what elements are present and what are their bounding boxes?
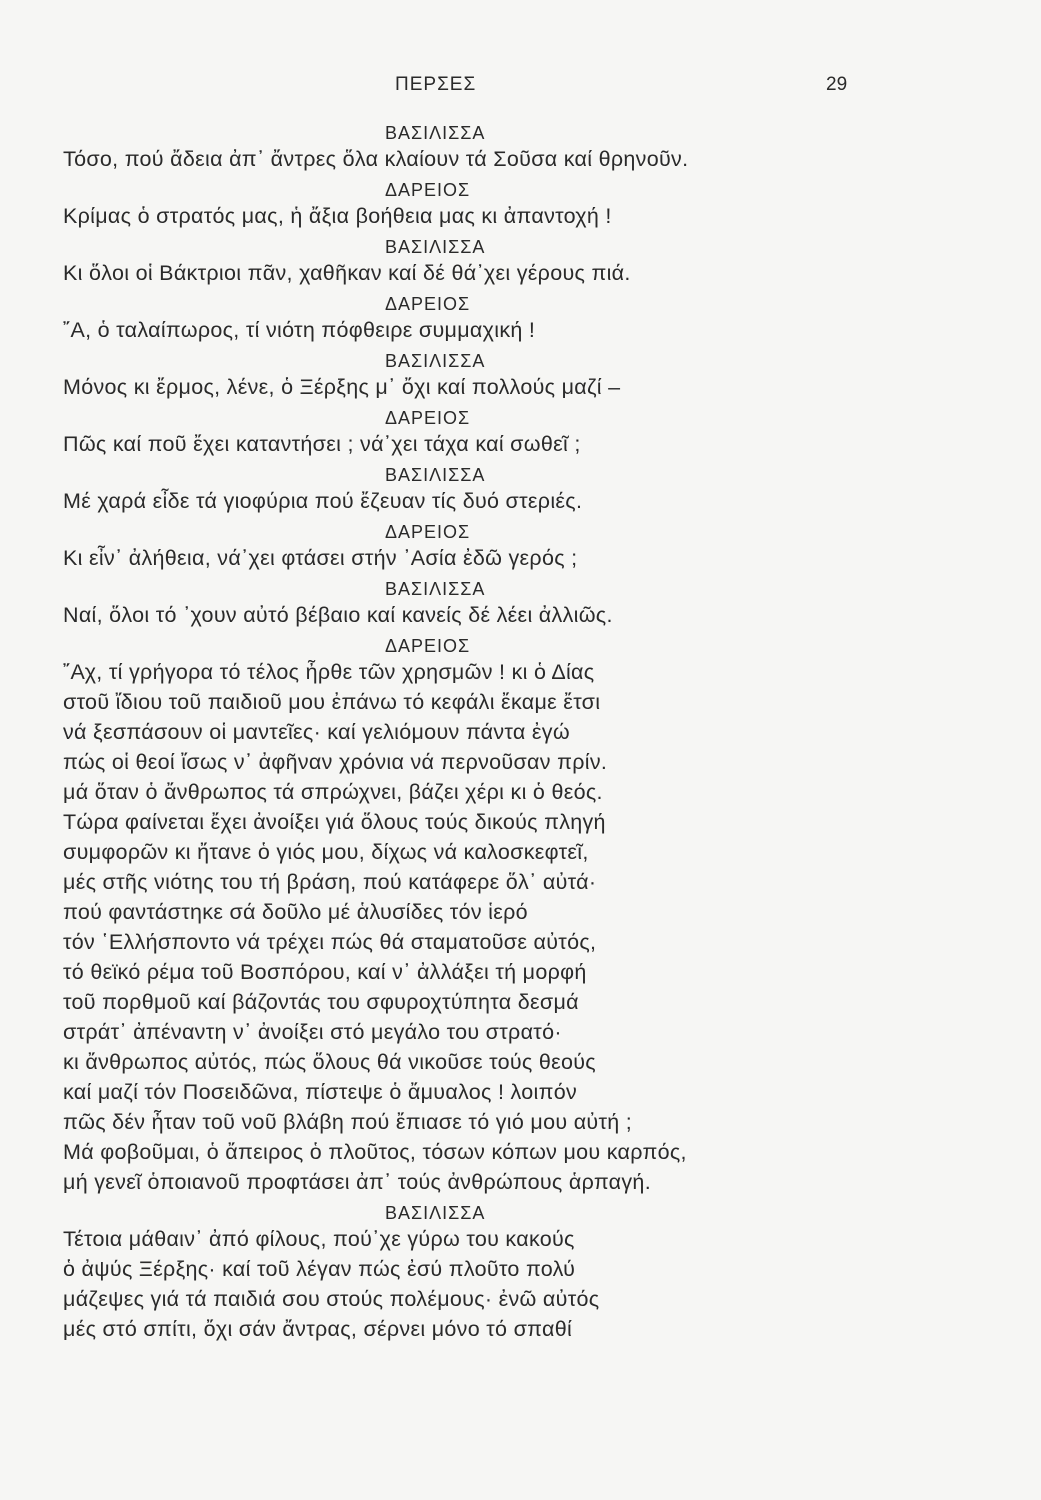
verse-line: μές στό σπίτι, ὄχι σάν ἄντρας, σέρνει μόνο τό σπαθί	[63, 1317, 573, 1341]
verse-line: μή γενεῖ ὁποιανοῦ προφτάσει ἀπ᾿ τούς ἀνθρώπους ἁρπαγή.	[63, 1170, 651, 1194]
speaker-name: ΔΑΡΕΙΟΣ	[385, 180, 471, 200]
verse-line: νά ξεσπάσουν οἱ μαντεῖες· καί γελιόμουν πάντα ἐγώ	[63, 720, 570, 744]
speaker-name: ΔΑΡΕΙΟΣ	[385, 636, 471, 656]
play-text	[0, 122, 1041, 1349]
dialogue-block	[0, 521, 1041, 573]
verse-line: Μά φοβοῦμαι, ὁ ἄπειρος ὁ πλοῦτος, τόσων κόπων μου καρπός,	[63, 1140, 687, 1164]
dialogue-block	[0, 407, 1041, 459]
speaker-name: ΒΑΣΙΛΙΣΣΑ	[385, 237, 486, 257]
running-title: ΠΕΡΣΕΣ	[395, 74, 477, 95]
verse-line: Μέ χαρά εἶδε τά γιοφύρια πού ἔζευαν τίς δυό στεριές.	[63, 489, 583, 513]
verse-line: συμφορῶν κι ἤτανε ὁ γιός μου, δίχως νά καλοσκεφτεῖ,	[63, 840, 589, 864]
dialogue-block	[0, 122, 1041, 174]
verse-line: καί μαζί τόν Ποσειδῶνα, πίστεψε ὁ ἄμυαλος ! λοιπόν	[63, 1080, 578, 1104]
speaker-name: ΒΑΣΙΛΙΣΣΑ	[385, 351, 486, 371]
dialogue-block	[0, 635, 1041, 1197]
dialogue-block	[0, 236, 1041, 288]
verse-line: Τέτοια μάθαιν᾿ ἀπό φίλους, πού᾿χε γύρω του κακούς	[63, 1227, 575, 1251]
verse-line: Μόνος κι ἔρμος, λένε, ὁ Ξέρξης μ᾿ ὄχι καί πολλούς μαζί –	[63, 375, 621, 399]
dialogue-block	[0, 179, 1041, 231]
verse-line: κι ἄνθρωπος αὐτός, πώς ὅλους θά νικοῦσε τούς θεούς	[63, 1050, 596, 1074]
verse-line: ὁ ἀψύς Ξέρξης· καί τοῦ λέγαν πώς ἐσύ πλοῦτο πολύ	[63, 1257, 576, 1281]
speaker-name: ΔΑΡΕΙΟΣ	[385, 408, 471, 428]
verse-line: μές στῆς νιότης του τή βράση, πού κατάφερε ὅλ᾿ αὐτά·	[63, 870, 597, 894]
speaker-name: ΒΑΣΙΛΙΣΣΑ	[385, 465, 486, 485]
speaker-name: ΔΑΡΕΙΟΣ	[385, 294, 471, 314]
speaker-name: ΒΑΣΙΛΙΣΣΑ	[385, 1203, 486, 1223]
dialogue-block	[0, 464, 1041, 516]
verse-line: μά ὅταν ὁ ἄνθρωπος τά σπρώχνει, βάζει χέρι κι ὁ θεός.	[63, 780, 603, 804]
dialogue-block	[0, 350, 1041, 402]
verse-line: πώς οἱ θεοί ἴσως ν᾿ ἀφῆναν χρόνια νά περνοῦσαν πρίν.	[63, 750, 608, 774]
verse-line: Πῶς καί ποῦ ἔχει καταντήσει ; νά᾿χει τάχα καί σωθεῖ ;	[63, 432, 581, 456]
verse-line: πού φαντάστηκε σά δοῦλο μέ ἁλυσίδες τόν ἱερό	[63, 900, 528, 924]
verse-line: στράτ᾿ ἀπέναντη ν᾿ ἀνοίξει στό μεγάλο του στρατό·	[63, 1020, 562, 1044]
speaker-name: ΔΑΡΕΙΟΣ	[385, 522, 471, 542]
verse-line: Τώρα φαίνεται ἔχει ἀνοίξει γιά ὅλους τούς δικούς πληγή	[63, 810, 606, 834]
verse-line: τοῦ πορθμοῦ καί βάζοντάς του σφυροχτύπητα δεσμά	[63, 990, 579, 1014]
verse-line: Κι ὅλοι οἱ Βάκτριοι πᾶν, χαθῆκαν καί δέ θά᾿χει γέρους πιά.	[63, 261, 631, 285]
verse-line: τόν ῾Ελλήσποντο νά τρέχει πώς θά σταματοῦσε αὐτός,	[63, 930, 597, 954]
speaker-name: ΒΑΣΙΛΙΣΣΑ	[385, 123, 486, 143]
speaker-name: ΒΑΣΙΛΙΣΣΑ	[385, 579, 486, 599]
verse-line: τό θεϊκό ρέμα τοῦ Βοσπόρου, καί ν᾿ ἀλλάξει τή μορφή	[63, 960, 587, 984]
page-number: 29	[826, 74, 848, 95]
running-header	[0, 74, 1041, 104]
verse-line: Κρίμας ὁ στρατός μας, ἡ ἄξια βοήθεια μας κι ἀπαντοχή !	[63, 204, 612, 228]
verse-line: ῎Α, ὁ ταλαίπωρος, τί νιότη πόφθειρε συμμαχική !	[63, 318, 536, 342]
verse-line: Ναί, ὅλοι τό ᾿χουν αὐτό βέβαιο καί κανείς δέ λέει ἀλλιῶς.	[63, 603, 613, 627]
verse-line: Τόσο, πού ἄδεια ἀπ᾿ ἄντρες ὅλα κλαίουν τά Σοῦσα καί θρηνοῦν.	[63, 147, 689, 171]
verse-line: ῎Αχ, τί γρήγορα τό τέλος ἦρθε τῶν χρησμῶν ! κι ὁ Δίας	[63, 660, 595, 684]
verse-line: μάζεψες γιά τά παιδιά σου στούς πολέμους· ἐνῶ αὐτός	[63, 1287, 600, 1311]
dialogue-block	[0, 578, 1041, 630]
verse-line: πῶς δέν ἦταν τοῦ νοῦ βλάβη πού ἔπιασε τό γιό μου αὐτή ;	[63, 1110, 633, 1134]
verse-line: στοῦ ἴδιου τοῦ παιδιοῦ μου ἐπάνω τό κεφάλι ἔκαμε ἔτσι	[63, 690, 601, 714]
verse-line: Κι εἶν᾿ ἀλήθεια, νά᾿χει φτάσει στήν ᾿Ασία ἐδῶ γερός ;	[63, 546, 578, 570]
dialogue-block	[0, 1202, 1041, 1344]
dialogue-block	[0, 293, 1041, 345]
